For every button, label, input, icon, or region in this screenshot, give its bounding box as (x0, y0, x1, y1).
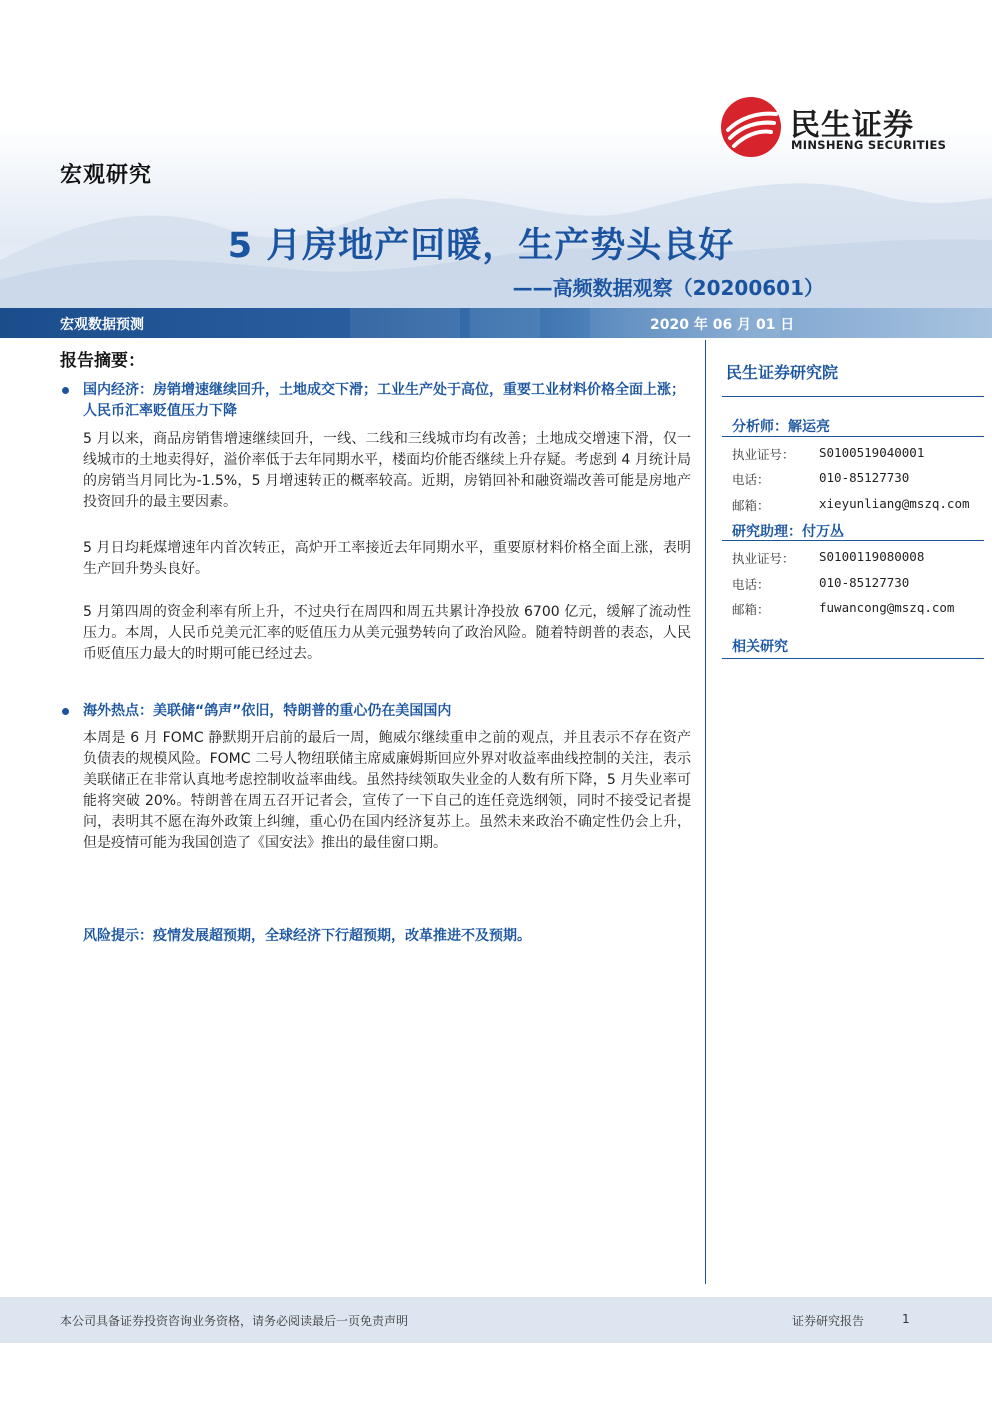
analyst-heading: 分析师：解运亮 (732, 419, 830, 435)
bar-segment (350, 308, 460, 338)
license-label: 执业证号： (732, 551, 795, 566)
report-type: 证券研究报告 (792, 1314, 865, 1328)
phone-number: 010-85127730 (819, 470, 910, 485)
institute-name: 民生证券研究院 (726, 363, 839, 382)
bullet-icon (62, 708, 69, 715)
phone-label: 电话： (732, 472, 770, 487)
assistant-heading: 研究助理：付万丛 (732, 524, 844, 540)
license-number: S0100119080008 (819, 549, 925, 564)
section-title-domestic: 国内经济：房销增速继续回升，土地成交下滑；工业生产处于高位，重要工业材料价格全面上涨；人民币汇率贬值压力下降 (83, 382, 685, 419)
divider (722, 396, 984, 397)
divider (722, 436, 984, 437)
risk-warning: 风险提示：疫情发展超预期，全球经济下行超预期，改革推进不及预期。 (83, 928, 531, 944)
company-logo (720, 96, 960, 160)
divider (722, 540, 984, 541)
email-label: 邮箱： (732, 602, 770, 617)
paragraph: 5 月日均耗煤增速年内首次转正，高炉开工率接近去年同期水平，重要原材料价格全面上涨，表明生产回升势头良好。 (83, 540, 691, 577)
bar-segment (470, 308, 540, 338)
email-address[interactable]: xieyunliang@mszq.com (819, 496, 970, 511)
page-number: 1 (902, 1312, 910, 1326)
column-divider (705, 340, 706, 1284)
report-title: 5 月房地产回暖，生产势头良好 (227, 226, 735, 266)
section-bar (0, 308, 992, 338)
phone-number: 010-85127730 (819, 575, 910, 590)
phone-label: 电话： (732, 577, 770, 592)
email-label: 邮箱： (732, 498, 770, 513)
report-date: 2020 年 06 月 01 日 (650, 317, 795, 333)
related-research-heading: 相关研究 (732, 639, 788, 655)
disclaimer-text: 本公司具备证券投资咨询业务资格，请务必阅读最后一页免责声明 (60, 1314, 409, 1328)
report-category: 宏观研究 (60, 163, 153, 188)
license-label: 执业证号： (732, 447, 795, 462)
divider (722, 658, 984, 659)
section-title-overseas: 海外热点：美联储“鸽声”依旧，特朗普的重心仍在美国国内 (83, 703, 452, 719)
summary-heading: 报告摘要： (60, 351, 145, 371)
bullet-icon (62, 387, 69, 394)
logo-mark-icon (720, 96, 782, 158)
report-subtitle: ——高频数据观察（20200601） (512, 276, 824, 300)
paragraph: 5 月第四周的资金利率有所上升，不过央行在周四和周五共累计净投放 6700 亿元，缓解了流动性压力。本周，人民币兑美元汇率的贬值压力从美元强势转向了政治风险。随着特朗普的表态，人民币贬值压力最大的时期可能已经过去。 (83, 604, 691, 662)
email-address[interactable]: fuwancong@mszq.com (819, 600, 955, 615)
logo-chinese-name: 民生证券 (790, 108, 914, 143)
logo-english-name: MINSHENG SECURITIES (791, 138, 947, 152)
page-footer (0, 1297, 992, 1343)
license-number: S0100519040001 (819, 445, 925, 460)
paragraph: 5 月以来，商品房销售增速继续回升，一线、二线和三线城市均有改善；土地成交增速下滑，仅一线城市的土地卖得好，溢价率低于去年同期水平，楼面均价能否继续上升存疑。考虑到 4 月统计局的房销当月同比为-1.5%，5 月增速转正的概率较高。近期，房销回补和融资端改善可能是房地产投资回升的最主要因素。 (83, 431, 691, 510)
paragraph: 本周是 6 月 FOMC 静默期开启前的最后一周，鲍威尔继续重申之前的观点，并且表示不存在资产负债表的规模风险。FOMC 二号人物纽联储主席威廉姆斯回应外界对收益率曲线控制的关注，表示美联储正在非常认真地考虑控制收益率曲线。虽然持续领取失业金的人数有所下降，5 月失业率可能将突破 20%。特朗普在周五召开记者会，宣传了一下自己的连任竞选纲领，同时不接受记者提问，表明其不愿在海外政策上纠缠，重心仍在国内经济复苏上。虽然未来政治不确定性仍会上升，但是疫情可能为我国创造了《国安法》推出的最佳窗口期。 (83, 730, 691, 851)
report-series-label: 宏观数据预测 (60, 317, 144, 333)
